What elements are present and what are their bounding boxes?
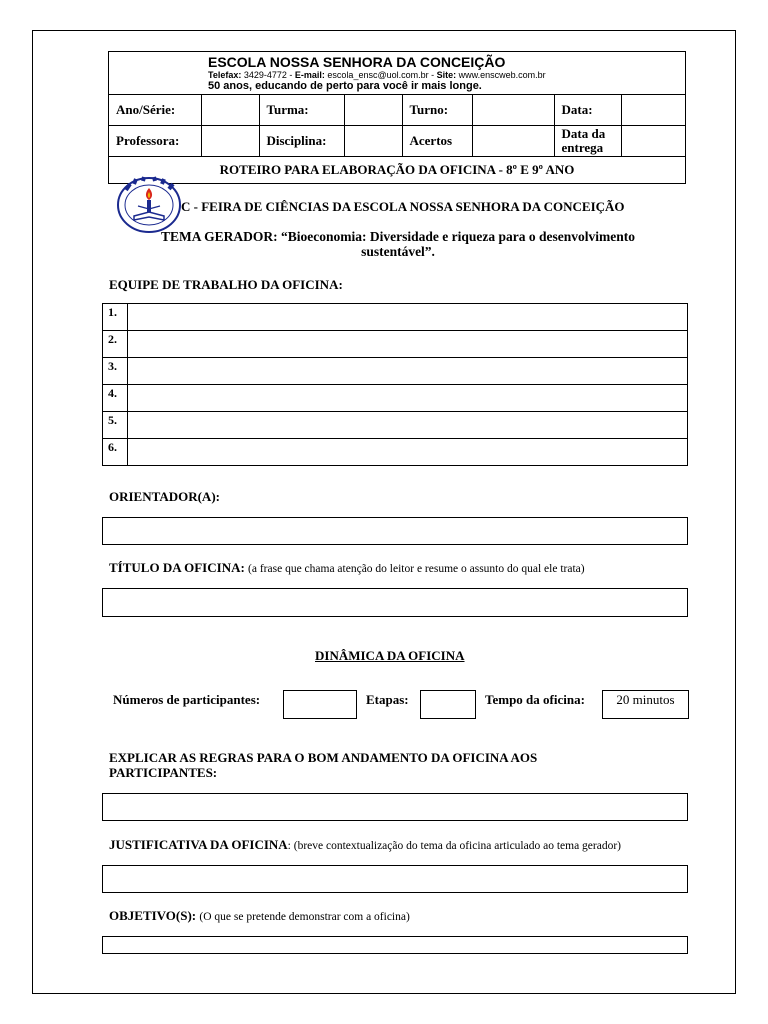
roteiro-title: ROTEIRO PARA ELABORAÇÃO DA OFICINA - 8º E 9º ANO [109, 156, 685, 183]
acertos-label: Acertos [402, 126, 472, 157]
participantes-field[interactable] [283, 690, 357, 719]
justificativa-field[interactable] [102, 865, 688, 893]
team-number: 2. [103, 331, 128, 358]
school-header [108, 51, 686, 184]
team-member-field[interactable] [128, 304, 688, 331]
professora-label: Professora: [109, 126, 201, 157]
school-logo [116, 176, 182, 234]
disciplina-label: Disciplina: [259, 126, 344, 157]
info-table [109, 95, 685, 157]
email-value: escola_ensc@uol.com.br - [324, 70, 437, 80]
info-row [109, 95, 685, 126]
tema-gerador-line2: sustentável”. [361, 244, 435, 259]
contact-line [208, 70, 546, 80]
titulo-label: TÍTULO DA OFICINA: [109, 560, 245, 575]
telefax-value: 3429-4772 - [241, 70, 295, 80]
team-member-field[interactable] [128, 331, 688, 358]
site-value: www.enscweb.com.br [456, 70, 546, 80]
team-row [103, 304, 688, 331]
regras-label-line1: EXPLICAR AS REGRAS PARA O BOM ANDAMENTO DA OFICINA AOS [109, 750, 538, 765]
team-number: 4. [103, 385, 128, 412]
team-member-field[interactable] [128, 412, 688, 439]
telefax-label: Telefax: [208, 70, 242, 80]
acertos-field[interactable] [472, 126, 554, 157]
team-number: 3. [103, 358, 128, 385]
ano-serie-field[interactable] [201, 95, 259, 126]
team-member-field[interactable] [128, 358, 688, 385]
tema-gerador-line1: TEMA GERADOR: “Bioeconomia: Diversidade e riqueza para o desenvolvimento [161, 229, 635, 244]
titulo-line [109, 560, 585, 576]
turno-label: Turno: [402, 95, 472, 126]
orientador-field[interactable] [102, 517, 688, 545]
data-entrega-label: Data da entrega [554, 126, 621, 157]
team-number: 6. [103, 439, 128, 466]
justificativa-note: : (breve contextualização do tema da oficina articulado ao tema gerador) [287, 840, 622, 852]
objetivo-label: OBJETIVO(S): [109, 908, 197, 923]
tempo-label: Tempo da oficina: [485, 692, 585, 707]
turma-label: Turma: [259, 95, 344, 126]
team-row [103, 331, 688, 358]
feira-title: C - FEIRA DE CIÊNCIAS DA ESCOLA NOSSA SENHORA DA CONCEIÇÃO [181, 199, 625, 214]
school-slogan: 50 anos, educando de perto para você ir mais longe. [208, 80, 482, 92]
info-row [109, 126, 685, 157]
school-info [109, 52, 685, 95]
etapas-label: Etapas: [366, 692, 409, 707]
team-row [103, 385, 688, 412]
titulo-note: (a frase que chama atenção do leitor e resume o assunto do qual ele trata) [248, 563, 585, 575]
turma-field[interactable] [344, 95, 402, 126]
justificativa-line [109, 837, 621, 853]
regras-label-line2: PARTICIPANTES: [109, 765, 218, 780]
justificativa-label: JUSTIFICATIVA DA OFICINA [109, 837, 288, 852]
team-number: 5. [103, 412, 128, 439]
disciplina-field[interactable] [344, 126, 402, 157]
email-label: E-mail: [294, 70, 325, 80]
objetivo-field[interactable] [102, 936, 688, 954]
site-label: Site: [436, 70, 457, 80]
data-field[interactable] [621, 95, 685, 126]
regras-field[interactable] [102, 793, 688, 821]
participantes-label: Números de participantes: [113, 692, 261, 707]
orientador-label: ORIENTADOR(A): [109, 489, 220, 504]
data-entrega-field[interactable] [621, 126, 685, 157]
titulo-field[interactable] [102, 588, 688, 617]
etapas-field[interactable] [420, 690, 476, 719]
dinamica-title: DINÂMICA DA OFICINA [315, 648, 465, 663]
team-number: 1. [103, 304, 128, 331]
team-table [102, 303, 688, 466]
team-member-field[interactable] [128, 385, 688, 412]
team-row [103, 358, 688, 385]
team-member-field[interactable] [128, 439, 688, 466]
professora-field[interactable] [201, 126, 259, 157]
equipe-label: EQUIPE DE TRABALHO DA OFICINA: [109, 277, 343, 292]
objetivo-note: (O que se pretende demonstrar com a oficina) [199, 911, 410, 923]
team-row [103, 412, 688, 439]
ano-serie-label: Ano/Série: [109, 95, 201, 126]
tempo-field[interactable]: 20 minutos [602, 690, 689, 719]
turno-field[interactable] [472, 95, 554, 126]
team-row [103, 439, 688, 466]
school-name: ESCOLA NOSSA SENHORA DA CONCEIÇÃO [208, 54, 506, 70]
data-label: Data: [554, 95, 621, 126]
objetivo-line [109, 908, 410, 924]
